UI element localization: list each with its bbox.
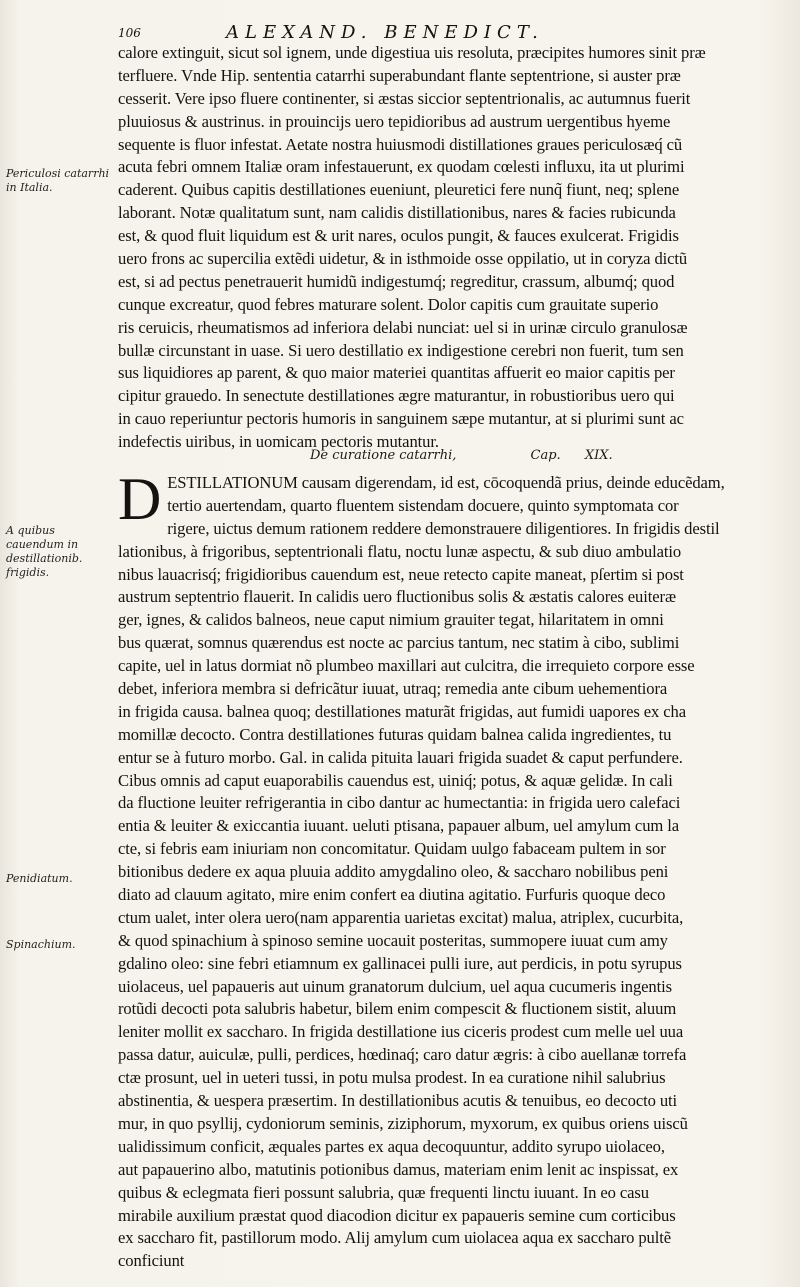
text-line: cte, si febris eam iniuriam non concomitatur. Quidam uulgo fabaceam pultem in sor [118,839,666,859]
text-line: capite, uel in latus dormiat nõ plumbeo maxillari aut culcitra, die irrequieto corpore esse [118,656,695,676]
text-line: gdalino oleo: sine febri etiamnum ex gallinacei pulli iure, aut perdicis, in potu syrupus [118,953,682,973]
text-line: debet, inferiora membra si defricãtur iuuat, utraq; remedia ante cibum uehementiora [118,679,668,699]
text-line: ger, ignes, & calidos balneos, neue caput nimium grauiter tegat, hilaritatem in omni [118,610,664,630]
text-line: ex saccharo fit, pastillorum modo. Alij amylum cum uiolacea aqua ex saccharo pultẽ [118,1228,672,1248]
text-line: quibus & eclegmata fieri possunt salubria, quæ frequenti linctu iuuant. In eo casu [118,1182,649,1202]
text-line: in frigida causa. balnea quoq; destillationes maturãt frigidas, aut fumidi uapores ex cha [118,701,687,721]
text-line: cunque excreatur, quod febres maturare solent. Dolor capitis cum grauitate superio [118,294,659,314]
text-line: uiolaceus, uel papaueris aut uinum granatorum dulcium, uel aqua cucumeris ingentis [118,976,672,996]
running-head: ALEXAND. BENEDICT. [226,22,544,43]
text-line: lationibus, à frigoribus, septentrionali flatu, noctu lunæ aspectu, & sub diuo ambulatio [118,541,682,561]
text-line: calore extinguit, sicut sol ignem, unde digestiua uis resoluta, præcipites humores sinit præ [118,43,706,62]
text-line: rotũdi decocti pota salubris habetur, bilem enim compescit & fluctionem sistit, aluum [118,999,677,1019]
text-line: caderent. Quibus capitis destillationes eueniunt, pleuretici fere nunq̃ fiunt, neq; splene [118,180,680,200]
text-line: conficiunt [118,1251,185,1271]
margin-note-spinachium: Spinachium. [6,938,76,951]
text-line: ESTILLATIONUM causam digerendam, id est, cōcoquendã prius, deinde educẽdam, [167,473,725,492]
text-line: aut papauerino albo, matutinis potionibus damus, materiam enim lenit ac inspissat, ex [118,1159,679,1179]
paragraph-catarrh-causes [118,42,778,454]
chapter-title: De curatione catarrhi, [310,448,457,463]
text-line: pluuiosus & austrinus. in prouincijs uero tepidioribus ad austrum uergentibus hyeme [118,111,671,131]
text-line: acuta febri omnem Italiæ oram infestauerunt, ex quodam cœlesti influxu, ita ut plurimi [118,157,685,177]
page-header [118,2,778,42]
margin-note-periculosi: Periculosi catarrhi in Italia. [6,167,110,194]
text-line: entia & leuiter & exiccantia iuuant. ueluti ptisana, papauer album, uel amylum cum la [118,816,680,836]
text-line: Cibus omnis ad caput euaporabilis cauendus est, uiniq́; potus, & aquæ gelidæ. In cali [118,770,673,790]
text-line: momillæ decocto. Contra destillationes futuras quidam balnea calida ingredientes, tu [118,724,672,744]
text-line: est, & quod fluit liquidum est & urit nares, oculos pungit, & fauces exulcerat. Frigidis [118,226,679,246]
chapter-numeral: XIX. [584,448,613,463]
text-line: ris ceruicis, rheumatismos ad inferiora delabi nunciat: uel si in urinæ circulo granulosæ [118,317,688,337]
text-line: abstinentia, & uespera præsertim. In destillationibus acutis & tenuibus, eo decocto uti [118,1091,678,1111]
chapter-cap-label: Cap. [530,448,561,463]
text-line: sus liquidiores ap parent, & quo maior materiei quantitas affuerit eo maior capitis per [118,363,675,383]
text-line: & quod spinachium à spinoso semine uocauit posteritas, summopere iuuat cum amy [118,930,668,950]
text-line: mur, in quo psyllij, cydoniorum seminis, ziziphorum, myxorum, ex quibus oriens uiscũ [118,1113,688,1133]
text-line: leniter mollit ex saccharo. In frigida destillatione ius ciceris prodest cum melle uel uua [118,1022,684,1042]
text-line: da fluctione leuiter refrigerantia in cibo dantur ac humectantia: in frigida uero calefaci [118,793,681,813]
text-line: est, si ad pectus penetrauerit humidũ indigestumq́; regreditur, crassum, albumq́; quod [118,271,675,291]
text-line: mirabile auxilium præstat quod diacodion dicitur ex papaueris semine cum corticibus [118,1205,676,1225]
text-line: indefectis uiribus, in uomicam pectoris mutantur. [118,432,439,452]
chapter-heading [310,448,683,463]
text-line: bus quærat, somnus quærendus est nocte ac parcius tantum, nec statim à cibo, sublimi [118,633,680,653]
margin-note-a-quibus: A quibus cauendum in destillationib. frigidis. [6,524,83,579]
text-line: ctum ualet, inter olera uero(nam apparentia uarietas excitat) malua, atriplex, cucurbita, [118,907,684,927]
text-line: uero frons ac supercilia extẽdi uidetur, & in isthmoide osse oppilatio, ut in coryza dictũ [118,249,688,269]
text-line: cipitur grauedo. In senectute destillationes ægre maturantur, in robustioribus uero qui [118,386,675,406]
text-line: ctæ prosunt, uel in ueteri tussi, in potu mulsa prodest. In ea curatione nihil salubrius [118,1068,666,1088]
drop-cap-initial: D [118,466,162,532]
text-line: passa datur, auiculæ, pulli, perdices, hœdinaq́; caro datur ægris: à cibo auellanæ torrefa [118,1045,687,1065]
text-line: cesserit. Vere ipso fluere continenter, si æstas siccior septentrionalis, ac autumnus fuerit [118,88,691,108]
text-line: tertio auertendam, quarto fluentem sistendam docuere, quinto symptomata cor [167,495,679,515]
margin-note-penidiatum: Penidiatum. [6,872,73,885]
text-line: nibus lauacrisq́; frigidioribus cauendum est, neue retecto capite maneat, pſertim si post [118,564,684,584]
text-line: diato ad clauum agitato, mire enim confert ea diutina agitatio. Furfuris quoque deco [118,885,666,905]
text-line: austrum septentrio flauerit. In calidis uero fluctionibus solis & æstatis calores euiteræ [118,587,676,607]
page-number: 106 [118,26,141,40]
paragraph-curatione [118,466,778,1273]
text-line: bullæ circunstant in uase. Si uero destillatio ex indigestione cerebri non fuerit, tum sen [118,340,684,360]
text-line: rigere, uictus demum rationem reddere demonstrauere diligentiores. In frigidis destil [167,518,720,538]
text-line: laborant. Notæ qualitatum sunt, nam calidis distillationibus, nares & facies rubicunda [118,203,676,223]
text-line: entur se à futuro morbo. Gal. in calida pituita lauari frigida suadet & caput perfundere. [118,747,683,767]
text-line: terfluere. Vnde Hip. sententia catarrhi superabundant flante septentrione, si auster præ [118,65,681,85]
text-line: sequente is fluor infestat. Aetate nostra huiusmodi distillationes graues periculosæq́ cũ [118,134,683,154]
text-line: in cauo reperiuntur pectoris humoris in sanguinem sæpe mutantur, at si plurimi sunt ac [118,409,684,429]
text-line: bitionibus dedere ex aqua pluuia addito amygdalino oleo, & saccharo nobilibus peni [118,862,669,882]
text-line: ualidissimum conficit, æquales partes ex aqua decoquuntur, addito syrupo uiolaceo, [118,1136,665,1156]
